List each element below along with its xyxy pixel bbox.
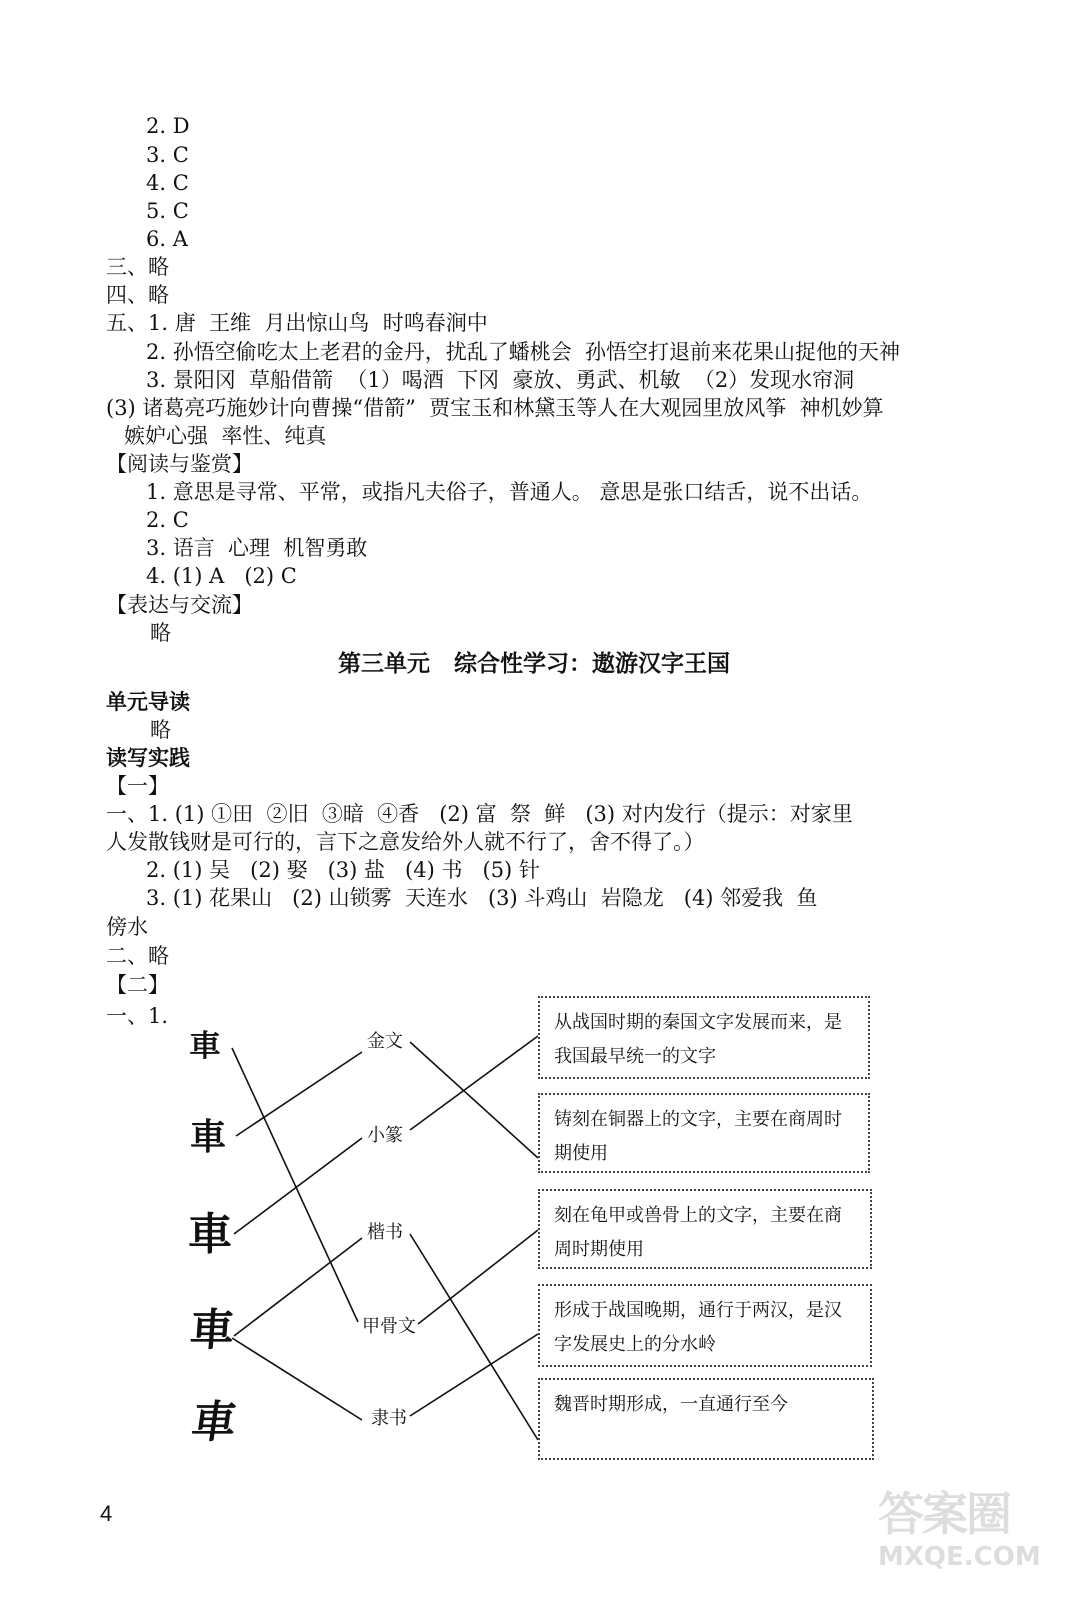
part-2-item-1: 一、1. xyxy=(106,1004,169,1028)
part-1-item-2: 2. (1) 吴 (2) 娶 (3) 盐 (4) 书 (5) 针 xyxy=(146,858,540,882)
unit-title: 第三单元 综合性学习：遨游汉字王国 xyxy=(338,651,731,677)
watermark-logo xyxy=(878,1478,1041,1588)
clerical-script-glyph: 車 xyxy=(188,1305,236,1356)
unit-intro-answer: 略 xyxy=(150,718,171,742)
practice-heading: 读写实践 xyxy=(106,746,190,770)
reading-heading: 【阅读与鉴赏】 xyxy=(106,452,253,476)
label-clerical-script: 隶书 xyxy=(371,1408,407,1429)
section-4: 四、略 xyxy=(106,283,169,307)
description-box-3: 刻在龟甲或兽骨上的文字，主要在商周时期使用 xyxy=(538,1189,872,1269)
section-5-item-3-cont2: 嫉妒心强 率性、纯真 xyxy=(124,424,327,448)
description-box-2: 铸刻在铜器上的文字，主要在商周时期使用 xyxy=(538,1093,870,1173)
watermark-url: MXQE.COM xyxy=(878,1542,1041,1572)
description-box-5: 魏晋时期形成，一直通行至今 xyxy=(538,1378,874,1460)
reading-answer-4: 4. (1) A (2) C xyxy=(146,564,297,588)
description-box-4: 形成于战国晚期，通行于两汉，是汉字发展史上的分水岭 xyxy=(538,1284,872,1367)
bronze-script-glyph: 車 xyxy=(189,1029,221,1064)
unit-intro-heading: 单元导读 xyxy=(106,690,190,714)
part-1-item-1-cont: 人发散钱财是可行的，言下之意发给外人就不行了，舍不得了。） xyxy=(106,830,705,854)
part-1-heading: 【一】 xyxy=(106,774,169,798)
section-5-item-1: 五、1. 唐 王维 月出惊山鸟 时鸣春涧中 xyxy=(106,311,488,335)
page-number: 4 xyxy=(100,1501,113,1526)
answer-4: 4. C xyxy=(146,171,189,195)
answer-5: 5. C xyxy=(146,199,189,223)
watermark-text: 答案圈 xyxy=(878,1487,1010,1541)
label-small-seal: 小篆 xyxy=(367,1125,403,1146)
answer-6: 6. A xyxy=(146,227,188,251)
label-regular-script: 楷书 xyxy=(367,1222,403,1243)
section-5-item-3: 3. 景阳冈 草船借箭 （1）喝酒 下冈 豪放、勇武、机敏 （2）发现水帘洞 xyxy=(146,368,855,392)
regular-script-glyph: 車 xyxy=(188,1209,232,1260)
part-2-heading: 【二】 xyxy=(106,973,169,997)
label-bronze-script: 金文 xyxy=(367,1031,403,1052)
expression-heading: 【表达与交流】 xyxy=(106,593,253,617)
section-5-item-3-cont: (3) 诸葛亮巧施妙计向曹操“借箭” 贾宝玉和林黛玉等人在大观园里放风筝 神机妙算 xyxy=(106,396,884,420)
label-oracle-bone: 甲骨文 xyxy=(362,1316,416,1337)
expression-answer: 略 xyxy=(150,621,171,645)
part-1-item-3: 3. (1) 花果山 (2) 山锁雾 天连水 (3) 斗鸡山 岩隐龙 (4) 邻爱我 鱼 xyxy=(146,886,818,910)
section-5-item-2: 2. 孙悟空偷吃太上老君的金丹，扰乱了蟠桃会 孙悟空打退前来花果山捉他的天神 xyxy=(146,340,901,364)
cursive-glyph: 車 xyxy=(188,1397,240,1448)
section-3: 三、略 xyxy=(106,255,169,279)
reading-answer-2: 2. C xyxy=(146,508,189,532)
part-1-item-3-cont: 傍水 xyxy=(106,915,148,939)
reading-answer-3: 3. 语言 心理 机智勇敢 xyxy=(146,536,368,560)
answer-2: 2. D xyxy=(146,114,190,138)
answer-3: 3. C xyxy=(146,143,189,167)
small-seal-glyph: 車 xyxy=(190,1116,227,1158)
part-1-item-1: 一、1. (1) ①田 ②旧 ③暗 ④香 (2) 富 祭 鲜 (3) 对内发行（提示：对家里 xyxy=(106,802,853,826)
reading-answer-1: 1. 意思是寻常、平常，或指凡夫俗子，普通人。 意思是张口结舌，说不出话。 xyxy=(146,480,873,504)
part-1-section-2: 二、略 xyxy=(106,944,169,968)
description-box-1: 从战国时期的秦国文字发展而来，是我国最早统一的文字 xyxy=(538,996,870,1079)
